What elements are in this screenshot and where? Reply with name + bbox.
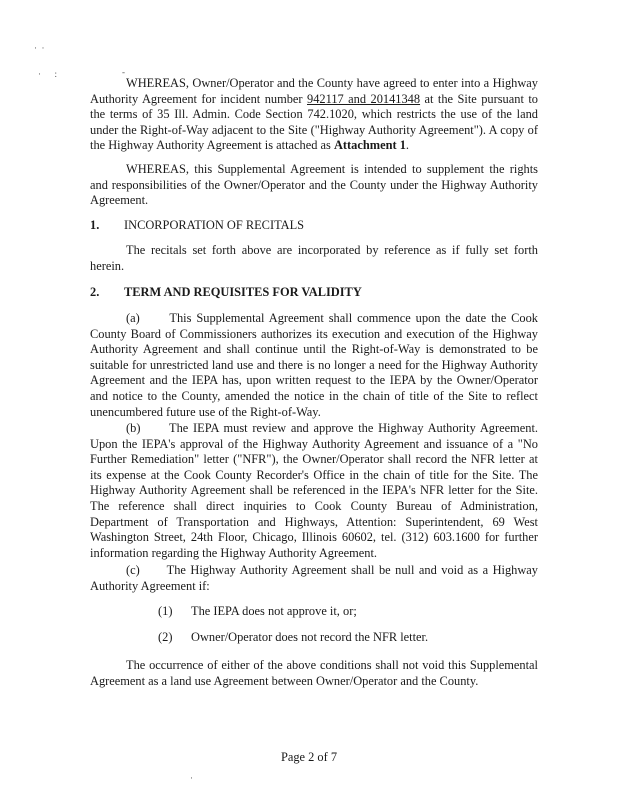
section-2-heading — [90, 285, 362, 301]
scan-speck: · · — [34, 43, 45, 53]
whereas-paragraph-2: WHEREAS, this Supplemental Agreement is intended to supplement the rights and responsibilities of the Owner/Operator and the County under the Highway Authority Agreement. — [90, 162, 538, 208]
page-number-footer: Page 2 of 7 — [280, 750, 338, 764]
condition-text: The IEPA does not approve it, or; — [191, 604, 357, 618]
section-2-paragraph-a: (a) This Supplemental Agreement shall commence upon the date the Cook County Board of Commissioners authorizes its execution and execution of the Highway Authority Agreement and shall continue until the Right-of-Way is demonstrated to be suitable for unrestricted land use and there is no longer a need for the Highway Authority Agreement and the IEPA has, upon written request to the IEPA by the Owner/Operator and notice to the County, amended the notice in the chain of title of the Site to reflect unencumbered future use of the Right-of-Way. — [90, 311, 538, 419]
condition-item — [158, 630, 428, 646]
section-1-heading — [90, 218, 304, 234]
whereas-1-end: . — [405, 138, 410, 153]
section-1-title: INCORPORATION OF RECITALS — [124, 218, 305, 232]
section-1-number: 1. — [90, 218, 100, 232]
whereas-paragraph-1 — [90, 76, 538, 154]
section-2-paragraph-c: (c) The Highway Authority Agreement shall be null and void as a Highway Authority Agreement if: — [90, 563, 538, 593]
section-2-paragraph-b: (b) The IEPA must review and approve the Highway Authority Agreement. Upon the IEPA's approval of the Highway Authority Agreement and issuance of a "No Further Remediation" letter ("NFR"), the Owner/Operator shall record the NFR letter at its expense at the Cook County Recorder's Office in the chain of title for the Site. The Highway Authority Agreement shall be referenced in the IEPA's NFR letter for the Site. The reference shall direct inquiries to Cook County Bureau of Administration, Department of Transportation and Highways, Attention: Superintendent, 69 West Washington Street, 24th Floor, Chicago, Illinois 60602, tel. (312) 603.1600 for further information regarding the Highway Authority Agreement. — [90, 421, 538, 560]
condition-text: Owner/Operator does not record the NFR letter. — [191, 630, 429, 644]
attachment-reference: Attachment 1 — [333, 138, 406, 153]
whereas-1-lead: WHEREAS, Owner/Operator and the County have agreed to enter into a Highway Authority Agreement for incident number — [90, 76, 538, 106]
closing-paragraph: The occurrence of either of the above conditions shall not void this Supplemental Agreement as a land use Agreement between Owner/Operator and the County. — [90, 658, 538, 688]
section-2-number: 2. — [90, 285, 100, 299]
condition-number: (2) — [158, 630, 173, 644]
whereas-1-body: at the Site pursuant to the terms of 35 Ill. Admin. Code Section 742.1020, which restricts the use of the land under the Right-of-Way adjacent to the Site ("Highway Authority Agreement"). A copy of the Highway Authority Agreement is attached as — [90, 91, 538, 153]
scan-speck: · — [190, 773, 193, 783]
scan-speck: - — [122, 67, 125, 77]
condition-number: (1) — [158, 604, 173, 618]
scan-speck: · : — [38, 69, 57, 79]
section-1-body: The recitals set forth above are incorporated by reference as if fully set forth herein. — [90, 243, 538, 273]
incident-numbers: 942117 and 20141348 — [307, 91, 421, 106]
section-2-title: TERM AND REQUISITES FOR VALIDITY — [124, 285, 362, 299]
condition-item — [158, 604, 357, 620]
